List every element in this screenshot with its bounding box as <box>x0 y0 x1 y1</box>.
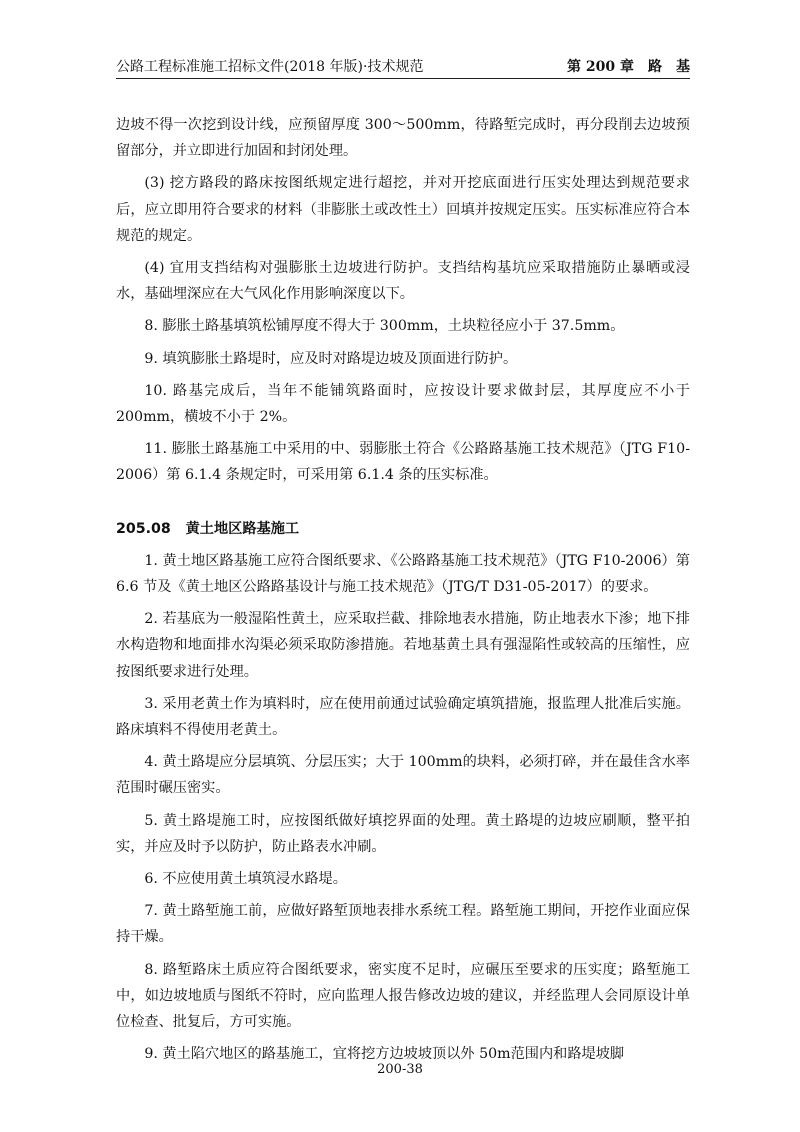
page-body <box>116 112 690 1074</box>
section-heading <box>116 516 690 542</box>
paragraph: 9. 黄土陷穴地区的路基施工，宜将挖方边坡坡顶以外 50m范围内和路堤坡脚 <box>144 1046 625 1063</box>
paragraph: 10. 路基完成后，当年不能铺筑路面时，应按设计要求做封层，其厚度应不小于 200mm，横坡不小于 2%。 <box>116 382 690 426</box>
chapter-title: 第 200 章 路 基 <box>567 59 690 75</box>
paragraph-continued: 边坡不得一次挖到设计线，应预留厚度 300～500mm，待路堑完成时，再分段削去边坡预留部分，并立即进行加固和封闭处理。 <box>116 117 690 160</box>
paragraph: 5. 黄土路堤施工时，应按图纸做好填挖界面的处理。黄土路堤的边坡应刷顺，整平拍实，并应及时予以防护，防止路表水冲刷。 <box>116 812 690 855</box>
paragraph: (4) 宜用支挡结构对强膨胀土边坡进行防护。支挡结构基坑应采取措施防止暴晒或浸水，基础埋深应在大气风化作用影响深度以下。 <box>116 260 690 303</box>
document-title: 公路工程标准施工招标文件(2018 年版)·技术规范 <box>116 59 424 75</box>
paragraph: 11. 膨胀土路基施工中采用的中、弱膨胀土符合《公路路基施工技术规范》（JTG F10-2006）第 6.1.4 条规定时，可采用第 6.1.4 条的压实标准。 <box>116 441 690 484</box>
paragraph: 4. 黄土路堤应分层填筑、分层压实；大于 100mm的块料，必须打碎，并在最佳含水率范围时碾压密实。 <box>116 754 690 797</box>
paragraph: 6. 不应使用黄土填筑浸水路堤。 <box>144 871 347 888</box>
paragraph: 3. 采用老黄土作为填料时，应在使用前通过试验确定填筑措施，报监理人批准后实施。路床填料不得使用老黄土。 <box>116 695 690 739</box>
paragraph: (3) 挖方路段的路床按图纸规定进行超挖，并对开挖底面进行压实处理达到规范要求后，应立即用符合要求的材料（非膨胀土或改性土）回填并按规定压实。压实标准应符合本规范的规定。 <box>116 175 690 244</box>
section-number: 205.08 <box>116 520 171 537</box>
paragraph: 8. 路堑路床土质应符合图纸要求，密实度不足时，应碾压至要求的压实度；路堑施工中，如边坡地质与图纸不符时，应向监理人报告修改边坡的建议，并经监理人会同原设计单位检查、批复后，方可实施。 <box>116 961 690 1031</box>
page-number: 200-38 <box>377 1062 423 1077</box>
page-header <box>116 52 690 79</box>
paragraph: 1. 黄土地区路基施工应符合图纸要求、《公路路基施工技术规范》（JTG F10-2006）第 6.6 节及《黄土地区公路路基设计与施工技术规范》（JTG/T D31-05-2017）的要求。 <box>116 552 690 596</box>
paragraph: 9. 填筑膨胀土路堤时，应及时对路堤边坡及顶面进行防护。 <box>144 350 518 367</box>
paragraph: 7. 黄土路堑施工前，应做好路堑顶地表排水系统工程。路堑施工期间，开挖作业面应保持干燥。 <box>116 903 690 946</box>
section-title: 黄土地区路基施工 <box>185 520 300 537</box>
paragraph: 8. 膨胀土路基填筑松铺厚度不得大于 300mm，土块粒径应小于 37.5mm。 <box>144 318 625 335</box>
paragraph: 2. 若基底为一般湿陷性黄土，应采取拦截、排除地表水措施，防止地表水下渗；地下排水构造物和地面排水沟渠必须采取防渗措施。若地基黄土具有强湿陷性或较高的压缩性，应按图纸要求进行处理。 <box>116 611 690 680</box>
